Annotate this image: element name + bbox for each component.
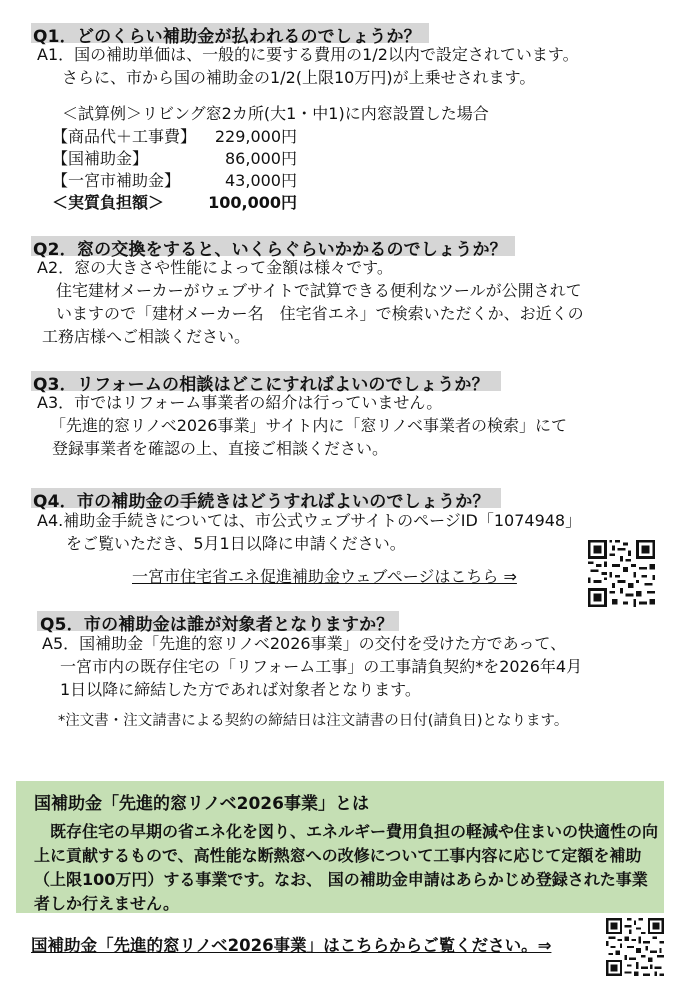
calc-row xyxy=(52,148,297,170)
q3-answer-line: A3．市ではリフォーム事業者の紹介は行っていません。 xyxy=(37,393,443,412)
calc-value: 86,000円 xyxy=(225,149,297,168)
national-subsidy-link[interactable]: 国補助金「先進的窓リノベ2026事業」はこちらからご覧ください。⇒ xyxy=(31,936,552,955)
q2-answer-line: いますので「建材メーカー名 住宅省エネ」で検索いただくか、お近くの xyxy=(56,304,584,323)
q5-answer-line: A5．国補助金「先進的窓リノベ2026事業」の交付を受けた方であって、 xyxy=(42,634,567,653)
q4-answer-line: をご覧いただき、5月1日以降に申請ください。 xyxy=(66,534,406,553)
calc-row xyxy=(52,126,297,148)
q1-answer-line: A1．国の補助単価は、一般的に要する費用の1/2以内で設定されています。 xyxy=(37,45,579,64)
calc-value: 229,000円 xyxy=(214,127,297,146)
qr2-svg xyxy=(606,918,664,976)
q5-answer-line: 1日以降に締結した方であれば対象者となります。 xyxy=(60,680,421,699)
qr-code-icon xyxy=(588,540,655,607)
calc-label: 【国補助金】 xyxy=(52,149,149,168)
q2-answer-line: 住宅建材メーカーがウェブサイトで試算できる便利なツールが公開されて xyxy=(56,281,582,300)
q5-question: Q5．市の補助金は誰が対象者となりますか？ xyxy=(40,615,394,635)
q5-footnote: *注文書・注文請書による契約の締結日は注文請書の日付(請負日)となります。 xyxy=(58,713,569,729)
q1-answer-line: さらに、市から国の補助金の1/2(上限10万円)が上乗せされます。 xyxy=(62,68,536,87)
calc-total-row xyxy=(38,192,297,214)
calc-row xyxy=(52,170,297,192)
q2-question: Q2．窓の交換をすると、いくらぐらいかかるのでしょうか？ xyxy=(33,240,507,260)
calc-label: ＜実質負担額＞ xyxy=(52,193,165,212)
info-box-body: 既存住宅の早期の省エネ化を図り、エネルギー費用負担の軽減や住まいの快適性の向上に貢献するもので、高性能な断熱窓への改修について工事内容に応じて定額を補助（上限100万円）する事業です。なお、 国の補助金申請はあらかじめ登録された事業者しか行えません。 xyxy=(34,822,659,913)
q5-answer-line: 一宮市内の既存住宅の「リフォーム工事」の工事請負契約*を2026年4月 xyxy=(60,657,583,676)
q1-example-title: ＜試算例＞リビング窓2カ所(大1・中1)に内窓設置した場合 xyxy=(62,104,489,123)
calc-value: 100,000円 xyxy=(208,193,297,212)
q3-answer-line: 「先進的窓リノベ2026事業」サイト内に「窓リノベ事業者の検索」にて xyxy=(50,416,568,435)
q2-answer-line: A2．窓の大きさや性能によって金額は様々です。 xyxy=(37,258,393,277)
q4-answer-line: A4.補助金手続きについては、市公式ウェブサイトのページID「1074948」 xyxy=(37,511,582,530)
calc-label: 【商品代＋工事費】 xyxy=(52,127,197,146)
q4-question: Q4．市の補助金の手続きはどうすればよいのでしょうか？ xyxy=(33,492,490,512)
calc-label: 【一宮市補助金】 xyxy=(52,171,181,190)
calc-value: 43,000円 xyxy=(225,171,297,190)
q4-webpage-link[interactable]: 一宮市住宅省エネ促進補助金ウェブページはこちら ⇒ xyxy=(132,567,517,586)
q3-question: Q3．リフォームの相談はどこにすればよいのでしょうか？ xyxy=(33,375,489,395)
qr-code-icon xyxy=(606,918,664,976)
q1-question: Q1．どのくらい補助金が払われるのでしょうか？ xyxy=(33,27,421,47)
info-box-title: 国補助金「先進的窓リノベ2026事業」とは xyxy=(34,794,369,814)
qr1-svg xyxy=(588,540,655,607)
q2-answer-line: 工務店様へご相談ください。 xyxy=(42,327,251,346)
q3-answer-line: 登録事業者を確認の上、直接ご相談ください。 xyxy=(52,439,389,458)
